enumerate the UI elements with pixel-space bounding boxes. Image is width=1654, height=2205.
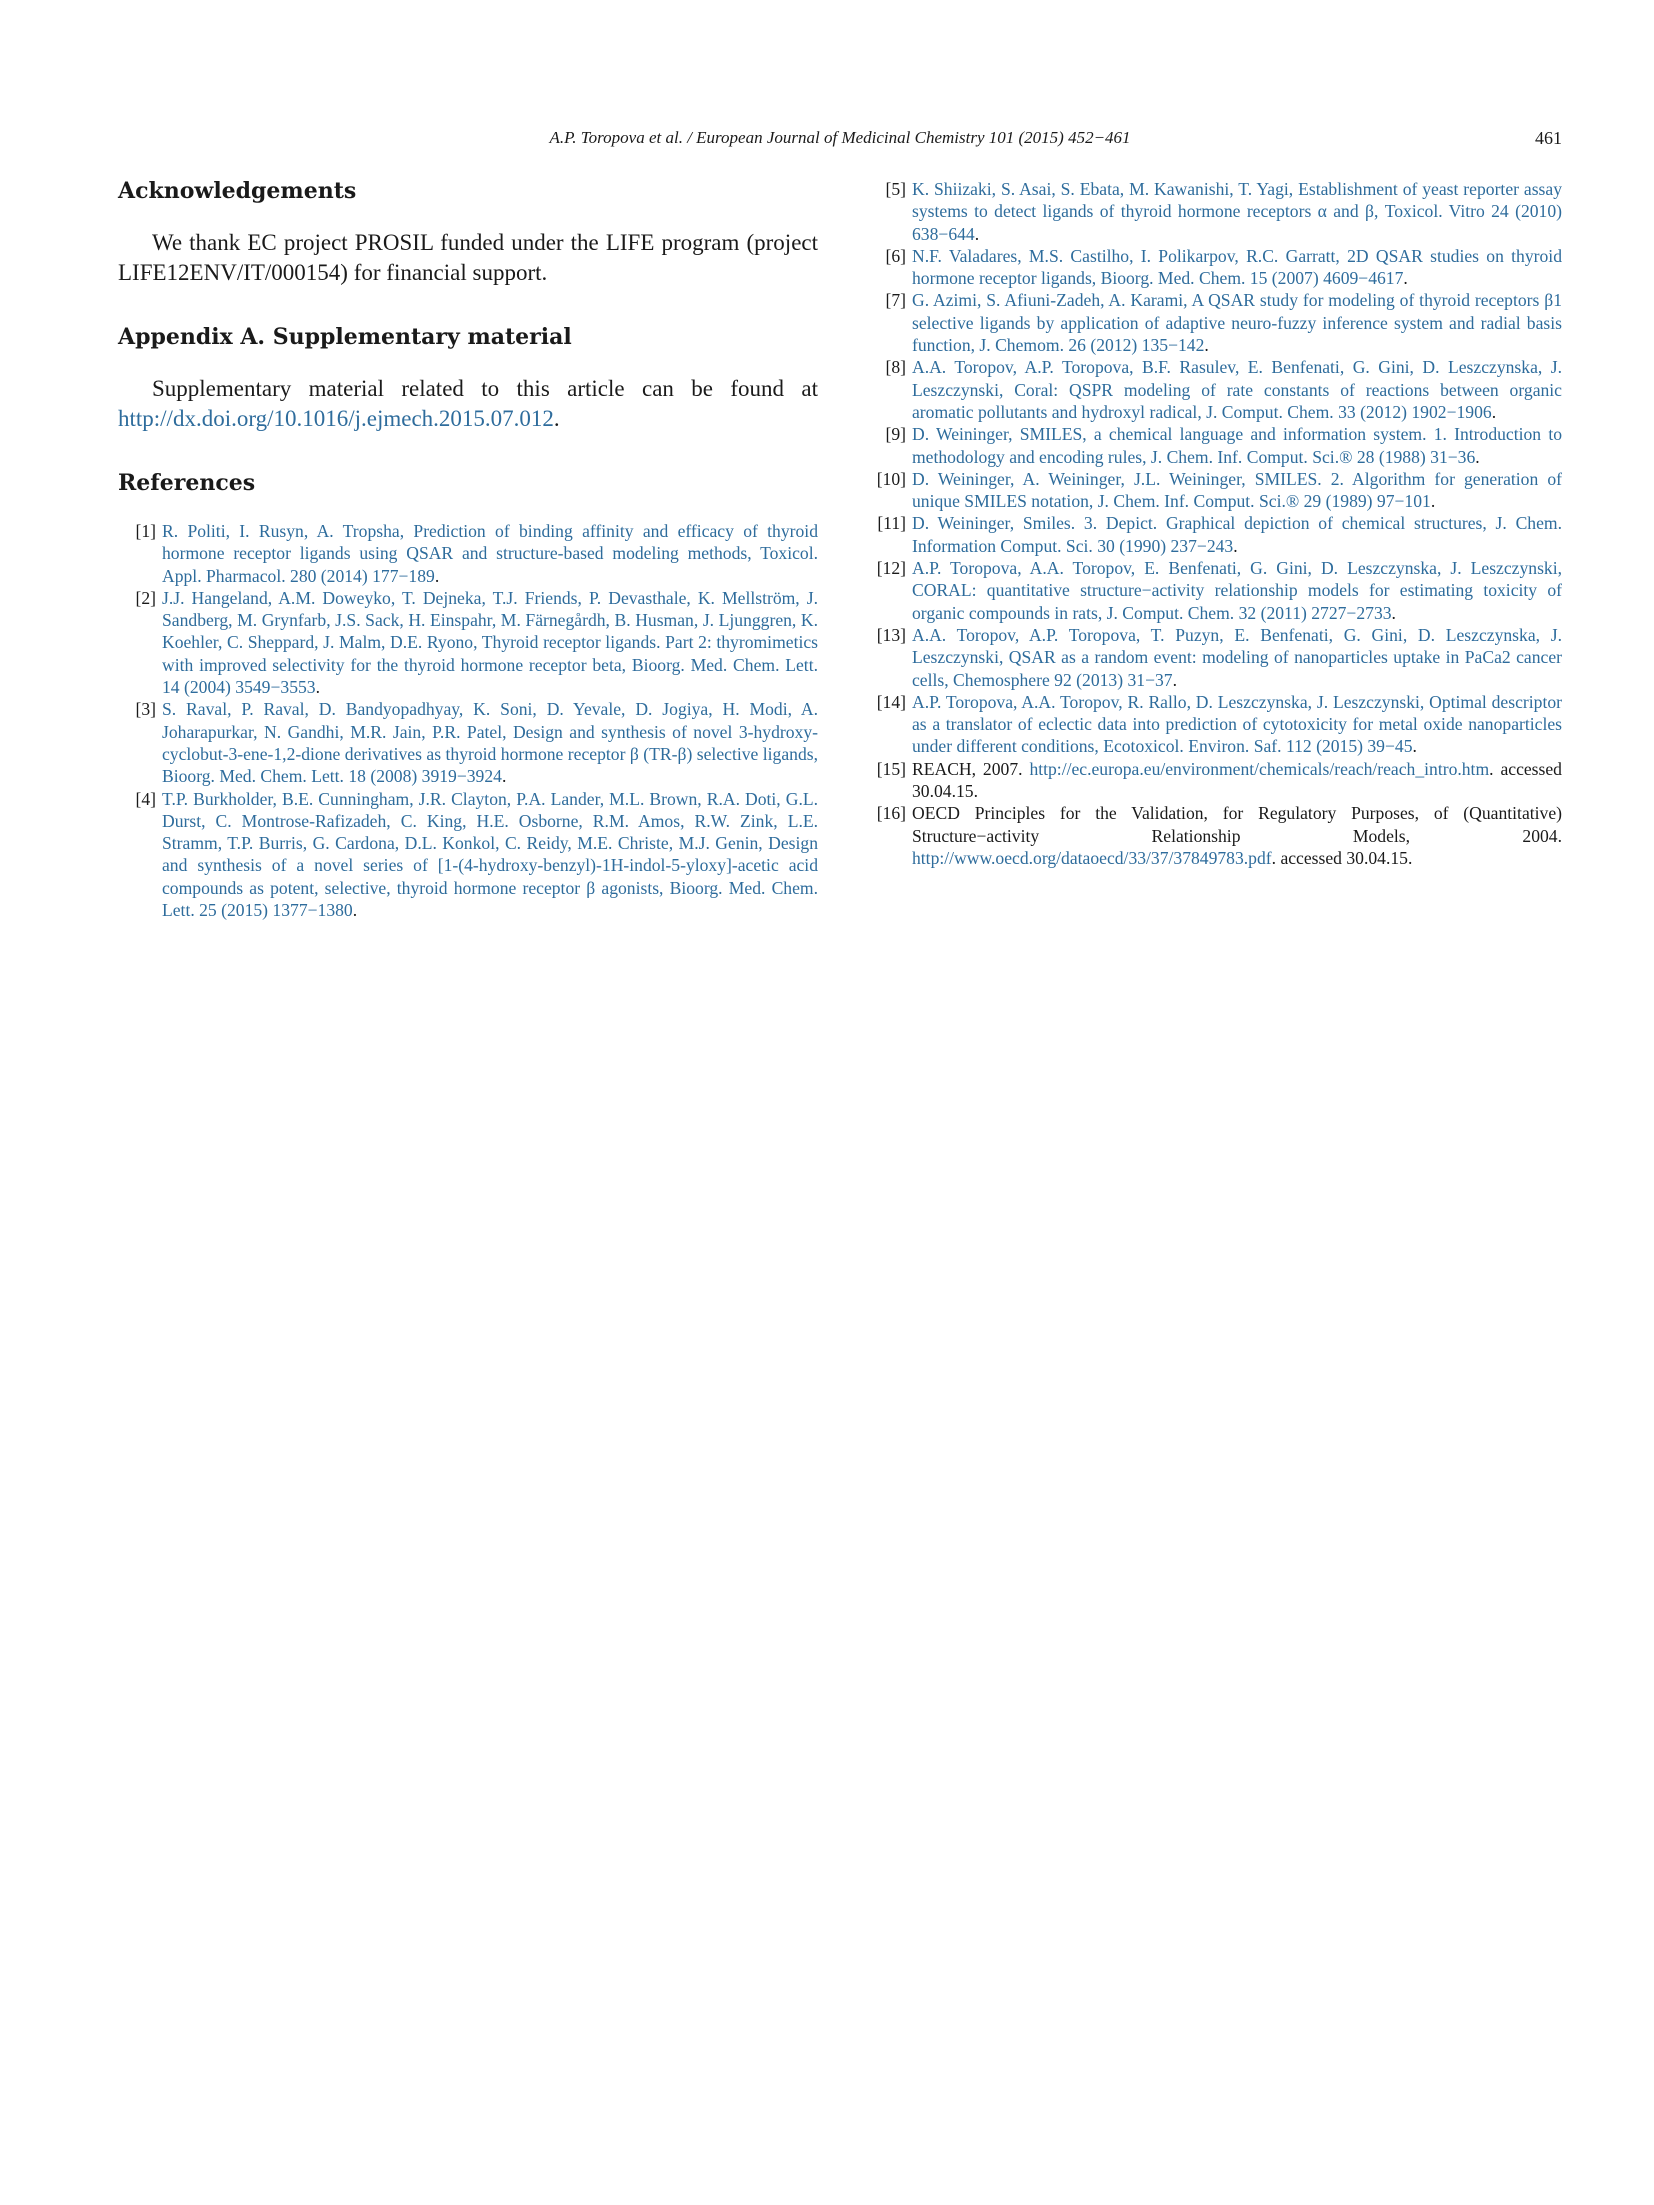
reference-end: . — [352, 900, 358, 921]
reference-number: [16] — [876, 803, 906, 824]
reference-end: . accessed 30.04.15. — [1271, 847, 1413, 868]
reference-item — [118, 587, 818, 698]
reference-number: [9] — [885, 424, 906, 445]
supplementary-link[interactable]: http://dx.doi.org/10.1016/j.ejmech.2015.07.012 — [118, 406, 554, 431]
reference-item — [868, 289, 1562, 356]
reference-end: . — [315, 677, 320, 698]
reference-number: [8] — [885, 357, 906, 378]
reference-link[interactable]: A.P. Toropova, A.A. Toropov, R. Rallo, D. Leszczynska, J. Leszczynski, Optimal descriptor as a translator of eclectic data into prediction of cytotoxicity for metal oxide nanoparticles under different conditions, Ecotoxicol. Environ. Saf. 112 (2015) 39−45 — [912, 691, 1562, 757]
reference-end: . — [501, 766, 507, 787]
reference-link[interactable]: R. Politi, I. Rusyn, A. Tropsha, Prediction of binding affinity and efficacy of thyroid hormone receptor ligands using QSAR and structure-based modeling methods, Toxicol. Appl. Pharmacol. 280 (2014) 177−189 — [162, 521, 818, 586]
reference-prefix: OECD Principles for the Validation, for Regulatory Purposes, of (Quantitative) Structure−activity Relationship Models, 2004. — [912, 803, 1562, 846]
reference-item — [868, 245, 1562, 290]
reference-number: [5] — [885, 179, 906, 199]
reference-item — [868, 802, 1562, 869]
reference-number: [7] — [885, 290, 906, 311]
reference-number: [10] — [876, 468, 906, 489]
reference-item — [118, 788, 818, 922]
reference-item — [868, 178, 1562, 245]
reference-number: [6] — [885, 245, 906, 266]
reference-end: . — [974, 223, 980, 244]
reference-link[interactable]: G. Azimi, S. Afiuni-Zadeh, A. Karami, A QSAR study for modeling of thyroid receptors β1 selective ligands by application of adaptive neuro-fuzzy inference system and radial basis function, J. Chemom. 26 (2012) 135−142 — [912, 290, 1562, 356]
reference-link[interactable]: J.J. Hangeland, A.M. Doweyko, T. Dejneka, T.J. Friends, P. Devasthale, K. Mellström, J. Sandberg, M. Grynfarb, J.S. Sack, H. Einspahr, M. Färnegårdh, B. Husman, J. Ljunggren, K. Koehler, C. Sheppard, J. Malm, D.E. Ryono, Thyroid receptor ligands. Part 2: thyromimetics with improved selectivity for the thyroid hormone receptor beta, Bioorg. Med. Chem. Lett. 14 (2004) 3549−3553 — [162, 587, 818, 698]
reference-link[interactable]: T.P. Burkholder, B.E. Cunningham, J.R. Clayton, P.A. Lander, M.L. Brown, R.A. Doti, G.L. Durst, C. Montrose-Rafizadeh, C. King, H.E. Osborne, R.M. Amos, R.W. Zink, L.E. Stramm, T.P. Burris, G. Cardona, D.L. Konkol, C. Reidy, M.E. Christe, M.J. Genin, Design and synthesis of a novel series of [1-(4-hydroxy-benzyl)-1H-indol-5-yloxy]-acetic acid compounds as potent, selective, thyroid hormone receptor β agonists, Bioorg. Med. Chem. Lett. 25 (2015) 1377−1380 — [162, 788, 818, 921]
reference-item — [868, 557, 1562, 624]
reference-number: [14] — [876, 691, 906, 712]
reference-number: [12] — [876, 558, 906, 579]
reference-link[interactable]: D. Weininger, A. Weininger, J.L. Weininger, SMILES. 2. Algorithm for generation of unique SMILES notation, J. Chem. Inf. Comput. Sci.® 29 (1989) 97−101 — [912, 468, 1562, 512]
reference-prefix: REACH, 2007. — [912, 758, 1030, 779]
reference-number: [15] — [876, 758, 906, 779]
reference-link[interactable]: A.P. Toropova, A.A. Toropov, E. Benfenati, G. Gini, D. Leszczynska, J. Leszczynski, CORAL: quantitative structure−activity relationship models for estimating toxicity of organic compounds in rats, J. Comput. Chem. 32 (2011) 2727−2733 — [912, 558, 1562, 623]
reference-end: . accessed 30.04.15. — [912, 758, 1562, 802]
right-column — [868, 178, 1562, 869]
reference-link[interactable]: D. Weininger, SMILES, a chemical language and information system. 1. Introduction to methodology and encoding rules, J. Chem. Inf. Comput. Sci.® 28 (1988) 31−36 — [912, 424, 1562, 467]
reference-item — [868, 691, 1562, 758]
reference-link[interactable]: A.A. Toropov, A.P. Toropova, T. Puzyn, E. Benfenati, G. Gini, D. Leszczynska, J. Leszczynski, QSAR as a random event: modeling of nanoparticles uptake in PaCa2 cancer cells, Chemosphere 92 (2013) 31−37 — [912, 624, 1562, 690]
appendix-end: . — [553, 406, 560, 431]
reference-item — [118, 520, 818, 587]
page-number: 461 — [1535, 128, 1562, 148]
acknowledgements-heading: Acknowledgements — [118, 178, 357, 204]
reference-item — [868, 512, 1562, 557]
acknowledgements-text: We thank EC project PROSIL funded under the LIFE program (project LIFE12ENV/IT/000154) for financial support. — [118, 230, 818, 285]
reference-number: [1] — [135, 521, 156, 541]
reference-end: . — [1430, 491, 1436, 512]
reference-item — [868, 468, 1562, 513]
appendix-heading: Appendix A. Supplementary material — [118, 324, 572, 350]
reference-number: [4] — [135, 788, 156, 809]
reference-link[interactable]: N.F. Valadares, M.S. Castilho, I. Polikarpov, R.C. Garratt, 2D QSAR studies on thyroid hormone receptor ligands, Bioorg. Med. Chem. 15 (2007) 4609−4617 — [912, 245, 1562, 289]
reference-number: [11] — [877, 513, 906, 534]
journal-citation: A.P. Toropova et al. / European Journal of Medicinal Chemistry 101 (2015) 452−461 — [549, 128, 1131, 147]
reference-link[interactable]: http://www.oecd.org/dataoecd/33/37/37849783.pdf — [912, 847, 1272, 868]
running-head — [118, 128, 1562, 154]
reference-item — [118, 698, 818, 787]
reference-item — [868, 624, 1562, 691]
reference-end: . — [1391, 602, 1396, 623]
references-heading: References — [118, 470, 256, 496]
reference-end: . — [1475, 446, 1480, 467]
appendix-text — [118, 374, 818, 434]
reference-number: [13] — [876, 624, 906, 645]
reference-end: . — [1233, 535, 1238, 556]
left-column — [118, 178, 818, 921]
reference-end: . — [1412, 736, 1417, 757]
reference-list-left — [118, 520, 818, 921]
reference-link[interactable]: http://ec.europa.eu/environment/chemicals/reach/reach_intro.htm — [1029, 758, 1490, 779]
reference-link[interactable]: D. Weininger, Smiles. 3. Depict. Graphical depiction of chemical structures, J. Chem. Information Comput. Sci. 30 (1990) 237−243 — [912, 513, 1562, 556]
reference-link[interactable]: S. Raval, P. Raval, D. Bandyopadhyay, K. Soni, D. Yevale, D. Jogiya, H. Modi, A. Joharapurkar, N. Gandhi, M.R. Jain, P.R. Patel, Design and synthesis of novel 3-hydroxy-cyclobut-3-ene-1,2-dione derivatives as thyroid hormone receptor β (TR-β) selective ligands, Bioorg. Med. Chem. Lett. 18 (2008) 3919−3924 — [162, 699, 818, 787]
reference-number: [2] — [135, 587, 156, 608]
reference-item — [868, 356, 1562, 423]
reference-end: . — [434, 565, 440, 586]
reference-end: . — [1204, 335, 1209, 356]
reference-list-right — [868, 178, 1562, 869]
reference-item — [868, 758, 1562, 803]
reference-number: [3] — [135, 699, 156, 720]
reference-end: . — [1491, 401, 1497, 422]
appendix-sentence: Supplementary material related to this article can be found at — [152, 376, 818, 401]
reference-link[interactable]: K. Shiizaki, S. Asai, S. Ebata, M. Kawanishi, T. Yagi, Establishment of yeast reporter assay systems to detect ligands of thyroid hormone receptors α and β, Toxicol. Vitro 24 (2010) 638−644 — [912, 179, 1562, 244]
reference-end: . — [1403, 268, 1408, 289]
reference-link[interactable]: A.A. Toropov, A.P. Toropova, B.F. Rasulev, E. Benfenati, G. Gini, D. Leszczynska, J. Leszczynski, Coral: QSPR modeling of rate constants of reactions between organic aromatic pollutants and hydroxyl radical, J. Comput. Chem. 33 (2012) 1902−1906 — [912, 357, 1562, 422]
reference-item — [868, 423, 1562, 468]
reference-end: . — [1172, 669, 1177, 690]
